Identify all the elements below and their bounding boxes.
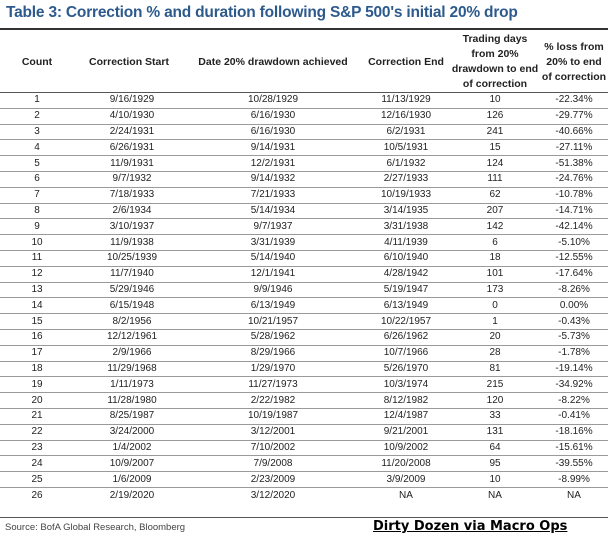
cell-drawdown-date: 6/16/1930 xyxy=(250,125,296,137)
cell-count: 4 xyxy=(34,141,40,153)
cell-drawdown-date: 9/14/1931 xyxy=(250,141,296,153)
cell-trading-days: 81 xyxy=(489,362,501,374)
cell-count: 17 xyxy=(31,347,43,359)
cell-drawdown-date: 9/14/1932 xyxy=(250,173,296,185)
table-row xyxy=(0,361,608,377)
cell-count: 23 xyxy=(31,441,43,453)
cell-correction-start: 3/24/2000 xyxy=(109,426,155,438)
cell-correction-end: 3/9/2009 xyxy=(386,473,426,485)
cell-correction-end: 6/26/1962 xyxy=(383,331,429,343)
cell-correction-start: 9/7/1932 xyxy=(112,173,152,185)
cell-trading-days: NA xyxy=(488,489,502,501)
cell-drawdown-date: 12/2/1931 xyxy=(250,157,296,169)
cell-drawdown-date: 5/28/1962 xyxy=(250,331,296,343)
cell-count: 8 xyxy=(34,204,40,216)
cell-correction-start: 2/6/1934 xyxy=(112,204,152,216)
cell-correction-start: 1/11/1973 xyxy=(110,378,154,390)
cell-pct-loss: -14.71% xyxy=(555,204,593,216)
cell-count: 5 xyxy=(34,157,40,169)
cell-count: 15 xyxy=(31,315,43,327)
cell-trading-days: 142 xyxy=(486,220,504,232)
cell-correction-end: 2/27/1933 xyxy=(383,173,429,185)
cell-correction-start: 10/25/1939 xyxy=(106,252,158,264)
cell-count: 11 xyxy=(31,252,43,264)
cell-count: 24 xyxy=(31,457,43,469)
cell-trading-days: 10 xyxy=(489,473,501,485)
cell-correction-start: 1/6/2009 xyxy=(112,473,152,485)
table-row xyxy=(0,377,608,393)
table-row xyxy=(0,171,608,187)
cell-correction-end: 8/12/1982 xyxy=(383,394,429,406)
cell-correction-end: 10/22/1957 xyxy=(380,315,432,327)
cell-count: 19 xyxy=(31,378,43,390)
cell-correction-end: 4/28/1942 xyxy=(383,268,429,280)
cell-count: 9 xyxy=(34,220,40,232)
cell-count: 25 xyxy=(31,473,43,485)
cell-count: 20 xyxy=(31,394,43,406)
cell-count: 12 xyxy=(31,268,43,280)
title-rule xyxy=(0,28,608,30)
table-row xyxy=(0,424,608,440)
cell-trading-days: 111 xyxy=(487,173,503,185)
cell-correction-end: NA xyxy=(399,489,413,501)
cell-drawdown-date: 2/22/1982 xyxy=(250,394,296,406)
header-row xyxy=(0,32,608,93)
cell-pct-loss: NA xyxy=(567,489,581,501)
cell-drawdown-date: 2/23/2009 xyxy=(250,473,296,485)
cell-drawdown-date: 12/1/1941 xyxy=(250,268,296,280)
cell-trading-days: 131 xyxy=(486,426,504,438)
cell-correction-end: 12/4/1987 xyxy=(383,410,429,422)
cell-drawdown-date: 9/7/1937 xyxy=(253,220,293,232)
cell-pct-loss: -10.78% xyxy=(555,189,593,201)
cell-pct-loss: 0.00% xyxy=(559,299,589,311)
cell-drawdown-date: 6/13/1949 xyxy=(250,299,296,311)
cell-pct-loss: -17.64% xyxy=(555,268,593,280)
cell-pct-loss: -8.26% xyxy=(558,283,590,295)
cell-drawdown-date: 3/31/1939 xyxy=(250,236,296,248)
cell-drawdown-date: 5/14/1934 xyxy=(250,204,296,216)
cell-drawdown-date: 1/29/1970 xyxy=(250,362,296,374)
table-row xyxy=(0,487,608,503)
cell-count: 10 xyxy=(31,236,43,248)
cell-drawdown-date: 5/14/1940 xyxy=(250,252,296,264)
cell-correction-end: 3/14/1935 xyxy=(383,204,429,216)
cell-pct-loss: -27.11% xyxy=(555,141,593,153)
cell-drawdown-date: 10/21/1957 xyxy=(247,315,299,327)
cell-drawdown-date: 6/16/1930 xyxy=(250,110,296,122)
cell-trading-days: 173 xyxy=(486,283,504,295)
cell-correction-start: 10/9/2007 xyxy=(109,457,155,469)
cell-trading-days: 126 xyxy=(486,110,504,122)
cell-pct-loss: -5.73% xyxy=(558,331,590,343)
cell-trading-days: 6 xyxy=(492,236,498,248)
cell-drawdown-date: 11/27/1973 xyxy=(248,378,298,390)
cell-drawdown-date: 10/28/1929 xyxy=(247,94,299,106)
cell-correction-start: 9/16/1929 xyxy=(109,94,155,106)
cell-correction-end: 6/1/1932 xyxy=(386,157,426,169)
cell-correction-end: 11/13/1929 xyxy=(381,94,431,106)
watermark: Dirty Dozen via Macro Ops xyxy=(373,519,568,534)
cell-drawdown-date: 7/9/2008 xyxy=(253,457,293,469)
cell-pct-loss: -0.41% xyxy=(558,410,590,422)
cell-trading-days: 10 xyxy=(489,94,501,106)
cell-count: 22 xyxy=(31,426,43,438)
table-row xyxy=(0,456,608,472)
cell-drawdown-date: 7/10/2002 xyxy=(250,441,296,453)
cell-correction-end: 11/20/2008 xyxy=(381,457,431,469)
cell-correction-start: 8/25/1987 xyxy=(109,410,155,422)
cell-trading-days: 62 xyxy=(489,189,501,201)
table-row xyxy=(0,472,608,488)
cell-pct-loss: -0.43% xyxy=(558,315,590,327)
table-row xyxy=(0,140,608,156)
table-row xyxy=(0,282,608,298)
cell-drawdown-date: 10/19/1987 xyxy=(247,410,299,422)
cell-count: 3 xyxy=(34,125,40,137)
cell-pct-loss: -39.55% xyxy=(555,457,593,469)
cell-count: 18 xyxy=(31,362,43,374)
table-row xyxy=(0,329,608,345)
cell-trading-days: 1 xyxy=(492,315,498,327)
cell-count: 6 xyxy=(34,173,40,185)
cell-trading-days: 241 xyxy=(486,125,504,137)
cell-trading-days: 18 xyxy=(489,252,501,264)
cell-correction-end: 10/7/1966 xyxy=(383,347,429,359)
cell-correction-end: 10/3/1974 xyxy=(383,378,429,390)
cell-trading-days: 64 xyxy=(489,441,501,453)
cell-correction-end: 6/10/1940 xyxy=(383,252,429,264)
table-row xyxy=(0,108,608,124)
cell-correction-end: 6/2/1931 xyxy=(386,125,426,137)
cell-pct-loss: -29.77% xyxy=(555,110,593,122)
cell-trading-days: 15 xyxy=(489,141,501,153)
cell-correction-start: 7/18/1933 xyxy=(109,189,155,201)
cell-pct-loss: -19.14% xyxy=(555,362,593,374)
table-row xyxy=(0,250,608,266)
cell-correction-start: 1/4/2002 xyxy=(112,441,152,453)
table-row xyxy=(0,187,608,203)
cell-trading-days: 95 xyxy=(489,457,501,469)
cell-pct-loss: -34.92% xyxy=(555,378,593,390)
table-row xyxy=(0,298,608,314)
cell-correction-end: 3/31/1938 xyxy=(383,220,429,232)
cell-correction-start: 11/9/1931 xyxy=(110,157,154,169)
cell-correction-start: 11/9/1938 xyxy=(110,236,154,248)
table-title: Table 3: Correction % and duration following S&P 500's initial 20% drop xyxy=(6,4,518,21)
cell-trading-days: 124 xyxy=(486,157,504,169)
cell-pct-loss: -15.61% xyxy=(555,441,593,453)
cell-pct-loss: -51.38% xyxy=(555,157,593,169)
cell-correction-start: 5/29/1946 xyxy=(109,283,155,295)
cell-count: 26 xyxy=(31,489,43,501)
table-row xyxy=(0,219,608,235)
table-row xyxy=(0,440,608,456)
cell-correction-end: 10/5/1931 xyxy=(383,141,429,153)
cell-correction-end: 9/21/2001 xyxy=(383,426,429,438)
cell-correction-start: 6/15/1948 xyxy=(109,299,155,311)
cell-correction-start: 2/19/2020 xyxy=(109,489,155,501)
cell-count: 14 xyxy=(31,299,43,311)
cell-correction-end: 5/19/1947 xyxy=(383,283,429,295)
cell-correction-start: 11/29/1968 xyxy=(107,362,157,374)
table-row xyxy=(0,203,608,219)
table-row xyxy=(0,93,608,109)
table-row xyxy=(0,235,608,251)
cell-drawdown-date: 7/21/1933 xyxy=(250,189,296,201)
cell-correction-start: 4/10/1930 xyxy=(109,110,155,122)
cell-count: 7 xyxy=(34,189,40,201)
cell-trading-days: 215 xyxy=(486,378,504,390)
cell-correction-end: 12/16/1930 xyxy=(380,110,432,122)
cell-drawdown-date: 9/9/1946 xyxy=(253,283,293,295)
cell-count: 1 xyxy=(34,94,40,106)
cell-pct-loss: -5.10% xyxy=(558,236,590,248)
header-pct-loss: % loss from 20% to end of correction xyxy=(541,40,607,83)
cell-correction-start: 2/9/1966 xyxy=(112,347,152,359)
cell-correction-start: 11/7/1940 xyxy=(110,268,154,280)
cell-correction-end: 10/9/2002 xyxy=(383,441,429,453)
table-body xyxy=(0,93,608,504)
cell-correction-end: 5/26/1970 xyxy=(383,362,429,374)
corrections-table xyxy=(0,32,608,503)
cell-trading-days: 28 xyxy=(489,347,501,359)
cell-pct-loss: -1.78% xyxy=(558,347,590,359)
header-trading-days: Trading days from 20% drawdown to end of correction xyxy=(451,33,539,90)
cell-trading-days: 33 xyxy=(489,410,501,422)
cell-pct-loss: -42.14% xyxy=(555,220,593,232)
header-correction-start: Correction Start xyxy=(89,55,169,68)
cell-pct-loss: -8.22% xyxy=(558,394,590,406)
cell-pct-loss: -8.99% xyxy=(558,473,590,485)
cell-correction-start: 2/24/1931 xyxy=(109,125,155,137)
cell-correction-end: 6/13/1949 xyxy=(383,299,429,311)
cell-correction-end: 10/19/1933 xyxy=(380,189,432,201)
source-note: Source: BofA Global Research, Bloomberg xyxy=(5,522,186,533)
cell-trading-days: 101 xyxy=(486,268,504,280)
cell-pct-loss: -22.34% xyxy=(555,94,593,106)
cell-drawdown-date: 3/12/2020 xyxy=(250,489,296,501)
cell-trading-days: 207 xyxy=(486,204,504,216)
table-row xyxy=(0,156,608,172)
table-row xyxy=(0,393,608,409)
cell-trading-days: 0 xyxy=(492,299,498,311)
cell-trading-days: 120 xyxy=(486,394,504,406)
cell-count: 16 xyxy=(31,331,43,343)
cell-correction-start: 6/26/1931 xyxy=(109,141,155,153)
bottom-rule xyxy=(0,517,608,518)
cell-count: 2 xyxy=(34,110,40,122)
cell-correction-start: 12/12/1961 xyxy=(106,331,158,343)
cell-drawdown-date: 3/12/2001 xyxy=(250,426,296,438)
cell-correction-end: 4/11/1939 xyxy=(384,236,428,248)
cell-trading-days: 20 xyxy=(489,331,501,343)
table-row xyxy=(0,408,608,424)
cell-correction-start: 3/10/1937 xyxy=(109,220,155,232)
cell-pct-loss: -18.16% xyxy=(555,426,593,438)
cell-correction-start: 8/2/1956 xyxy=(112,315,152,327)
cell-pct-loss: -40.66% xyxy=(555,125,593,137)
cell-drawdown-date: 8/29/1966 xyxy=(250,347,296,359)
header-drawdown-date: Date 20% drawdown achieved xyxy=(198,55,348,68)
header-correction-end: Correction End xyxy=(368,55,444,68)
cell-count: 13 xyxy=(31,283,43,295)
cell-correction-start: 11/28/1980 xyxy=(107,394,157,406)
cell-pct-loss: -24.76% xyxy=(555,173,593,185)
table-row xyxy=(0,345,608,361)
table-row xyxy=(0,124,608,140)
table-row xyxy=(0,266,608,282)
cell-count: 21 xyxy=(31,410,43,422)
table-row xyxy=(0,314,608,330)
cell-pct-loss: -12.55% xyxy=(555,252,593,264)
header-count: Count xyxy=(21,55,53,68)
